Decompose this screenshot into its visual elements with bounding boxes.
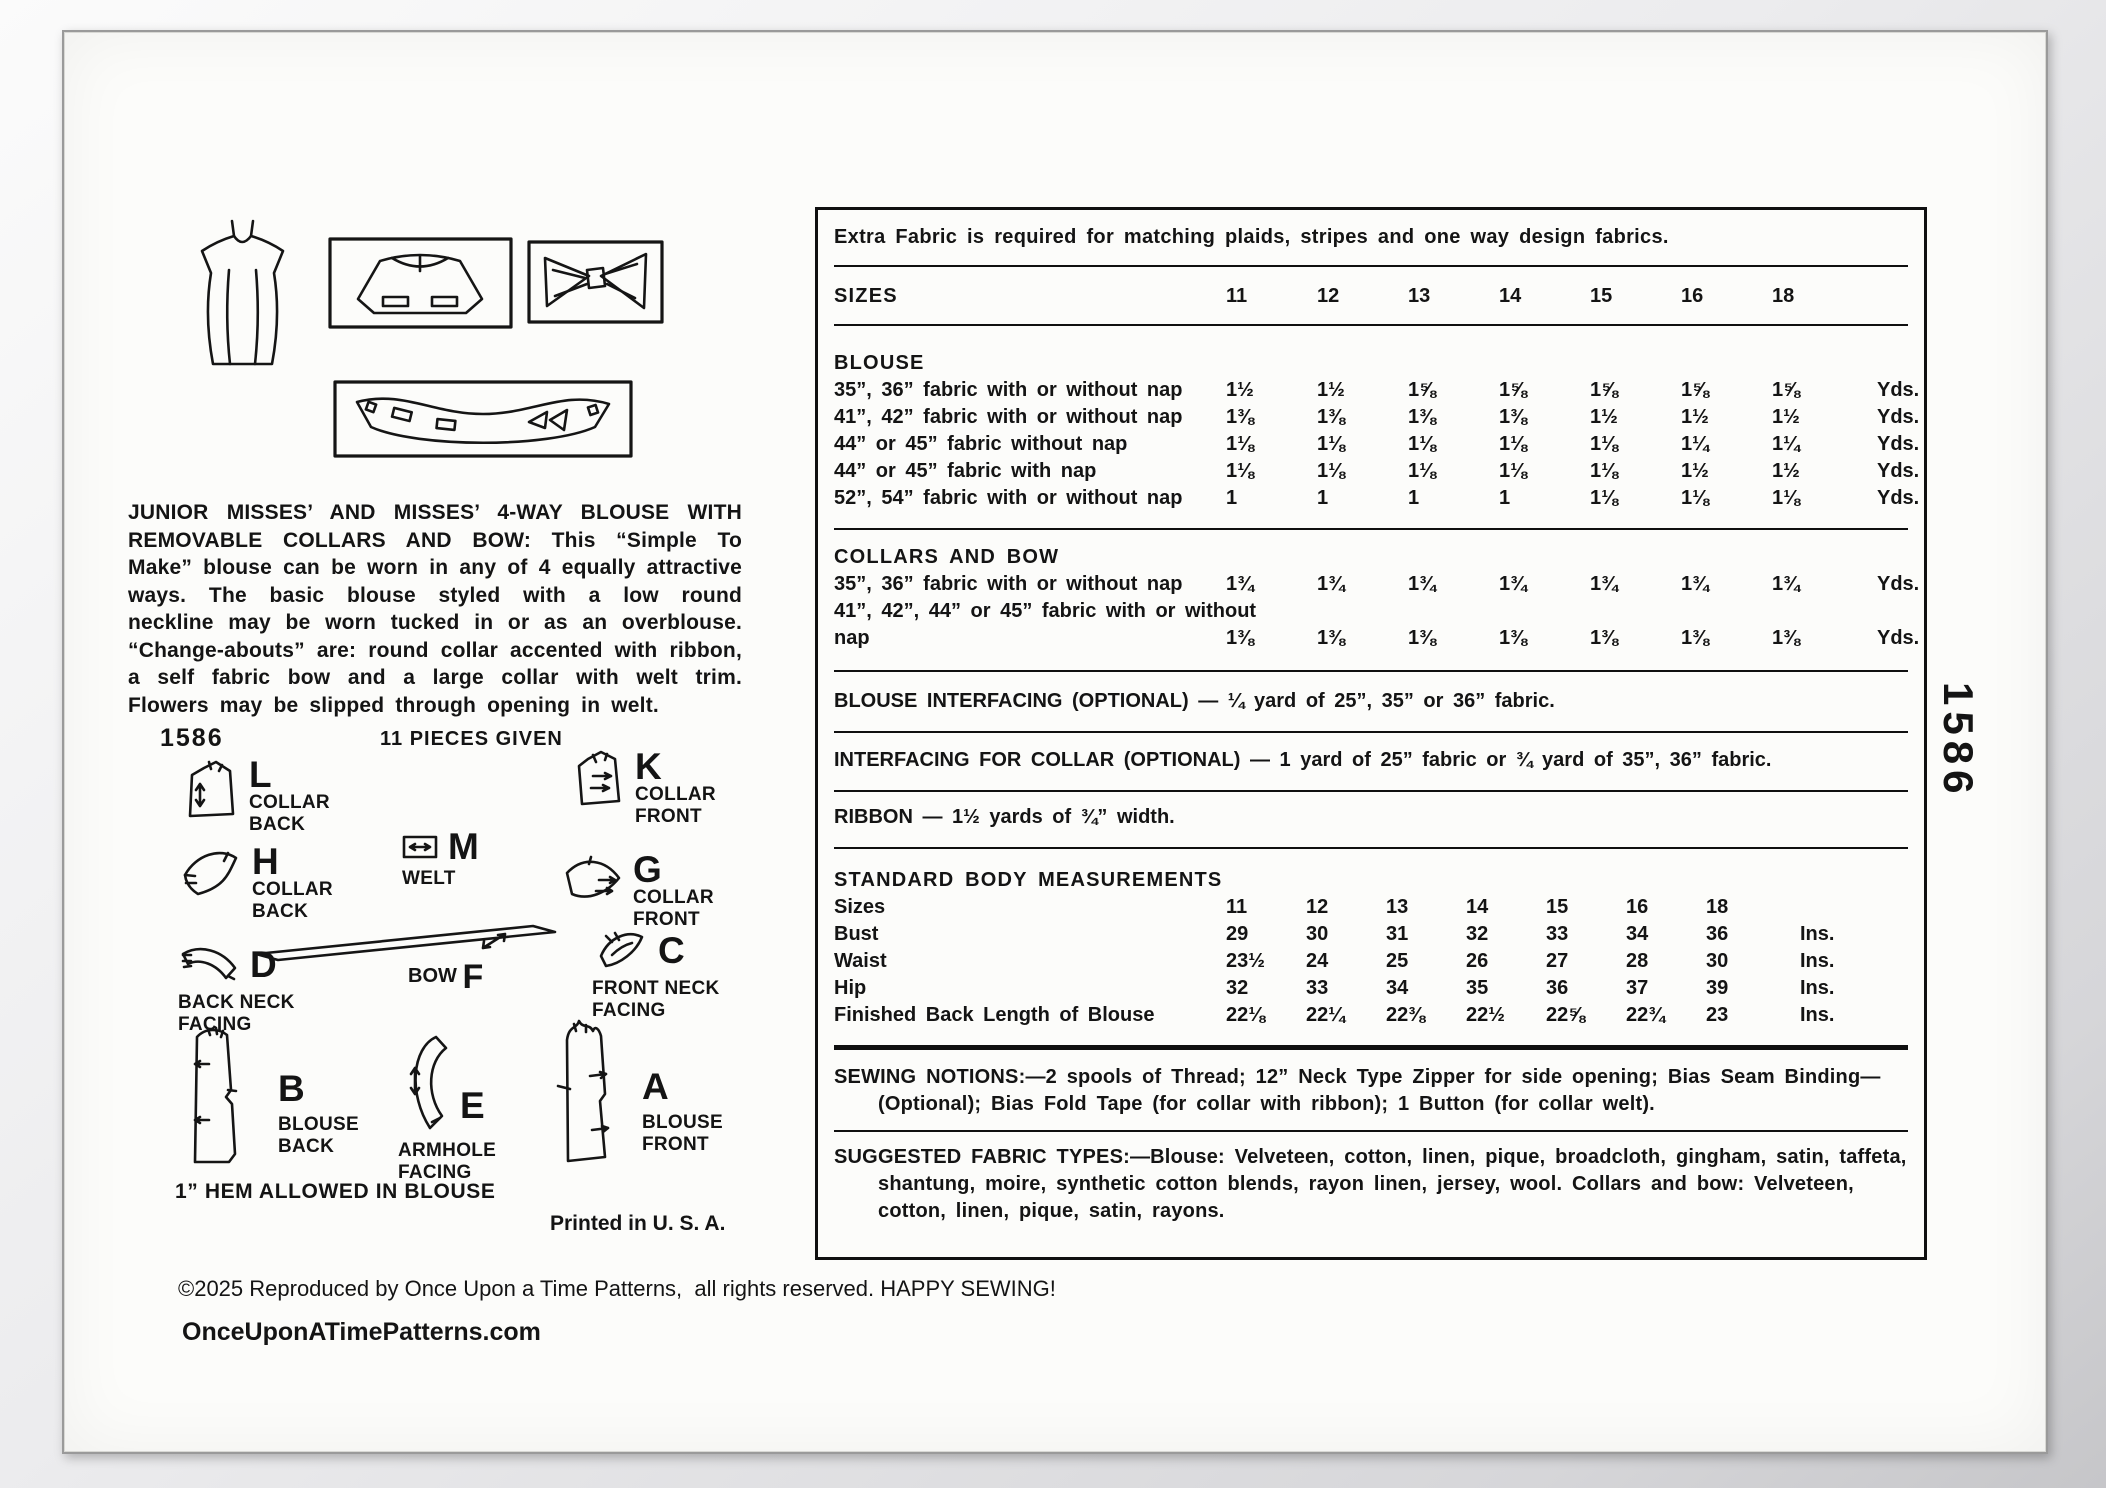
- yardage-value: 1: [1226, 487, 1238, 509]
- measurement-value: 11: [1226, 896, 1248, 918]
- yardage-value: 1¾: [1226, 573, 1254, 595]
- fabric-row-label: nap: [834, 627, 870, 649]
- piece-m-name: WELT: [402, 868, 456, 889]
- piece-h-shape-icon: [178, 845, 242, 903]
- ribbon-note: RIBBON — 1½ yards of ¾” width.: [834, 806, 1175, 828]
- piece-l-letter: L: [249, 754, 272, 795]
- yardage-value: 1⅝: [1499, 379, 1527, 401]
- measurement-value: 25: [1386, 950, 1409, 972]
- piece-l-shape-icon: [185, 758, 239, 820]
- blouse-silhouette-icon: [185, 218, 300, 368]
- piece-l-name: COLLAR BACK: [249, 792, 330, 835]
- yardage-value: 1⅛: [1499, 460, 1527, 482]
- yardage-value: 1: [1499, 487, 1511, 509]
- pattern-description: [128, 499, 742, 719]
- piece-k-name: COLLAR FRONT: [635, 784, 716, 827]
- measurement-value: 23½: [1226, 950, 1265, 972]
- piece-b-name: BLOUSE BACK: [278, 1114, 359, 1157]
- measurement-value: 12: [1306, 896, 1329, 918]
- yardage-value: 1¾: [1681, 573, 1709, 595]
- piece-c-name: FRONT NECK FACING: [592, 978, 720, 1021]
- yardage-value: 1⅛: [1681, 487, 1709, 509]
- unit-label: Yds.: [1877, 406, 1920, 428]
- measurement-value: 32: [1466, 923, 1489, 945]
- measurement-row: [834, 1002, 1908, 1029]
- yardage-value: 1½: [1226, 379, 1254, 401]
- description-body: This “Simple To Make” blouse can be worn in any of 4 equally attractive ways. The basic blouse styled with a low round neckline may be worn tucked in or as an overblouse. “Change-abouts” are: round collar accented with ribbon, a self fabric bow and a large collar with welt trim. Flowers may be slipped through opening in welt.: [128, 528, 743, 717]
- measurement-value: 22⅜: [1386, 1004, 1425, 1026]
- piece-g: [563, 849, 733, 930]
- unit-label: Ins.: [1800, 1004, 1835, 1026]
- piece-f-name: BOW: [408, 965, 457, 987]
- large-collar-icon: [333, 380, 633, 458]
- yardage-value: 1⅛: [1226, 433, 1254, 455]
- yardage-value: 1⅜: [1499, 627, 1527, 649]
- piece-d-letter: D: [250, 944, 277, 985]
- piece-a: [550, 1012, 742, 1167]
- yardage-value: 1¾: [1590, 573, 1618, 595]
- measurement-row: [834, 948, 1908, 975]
- yardage-value: 1⅛: [1408, 460, 1436, 482]
- piece-h: [178, 841, 352, 922]
- measurement-row: [834, 921, 1908, 948]
- unit-label: Yds.: [1877, 460, 1920, 482]
- piece-a-name: BLOUSE FRONT: [642, 1112, 723, 1155]
- piece-m-shape-icon: [402, 834, 438, 860]
- piece-e-name: ARMHOLE FACING: [398, 1140, 497, 1183]
- piece-a-shape-icon: [550, 1012, 616, 1167]
- yardage-value: 1⅛: [1590, 460, 1618, 482]
- yardage-value: 1¾: [1499, 573, 1527, 595]
- yardage-value: 1: [1408, 487, 1420, 509]
- measurement-row-label: Bust: [834, 923, 879, 945]
- yardage-value: 1¾: [1408, 573, 1436, 595]
- divider: [834, 731, 1908, 733]
- yardage-value: 1⅜: [1317, 627, 1345, 649]
- fabric-row: [834, 404, 1920, 431]
- yardage-value: 1⅜: [1317, 406, 1345, 428]
- sizes-label: SIZES: [834, 285, 898, 307]
- measurement-value: 36: [1706, 923, 1729, 945]
- hem-note: 1” HEM ALLOWED IN BLOUSE: [175, 1180, 496, 1203]
- yardage-value: 1⅛: [1590, 433, 1618, 455]
- measurement-value: 30: [1706, 950, 1729, 972]
- fabric-row: [834, 625, 1920, 652]
- yardage-value: 1½: [1317, 379, 1345, 401]
- piece-c: [592, 928, 742, 1021]
- measurement-value: 22½: [1466, 1004, 1505, 1026]
- fabric-row-label: 44” or 45” fabric with nap: [834, 460, 1097, 482]
- piece-b: [182, 1020, 378, 1168]
- yardage-value: 1⅛: [1499, 433, 1527, 455]
- divider: [834, 528, 1908, 530]
- unit-label: Yds.: [1877, 487, 1920, 509]
- divider: [834, 847, 1908, 849]
- measurements-section-header: STANDARD BODY MEASUREMENTS: [834, 869, 1223, 891]
- collar-welts-icon: [328, 237, 513, 329]
- measurement-value: 34: [1626, 923, 1649, 945]
- unit-label: Yds.: [1877, 379, 1920, 401]
- pattern-number-vertical: 1586: [1935, 682, 1982, 800]
- piece-g-shape-icon: [563, 853, 623, 905]
- website-url: OnceUponATimePatterns.com: [182, 1318, 541, 1346]
- printed-in-usa: Printed in U. S. A.: [550, 1212, 726, 1235]
- piece-c-letter: C: [658, 930, 685, 971]
- collars-section-header: COLLARS AND BOW: [834, 546, 1060, 568]
- divider: [834, 1130, 1908, 1132]
- size-col: 15: [1590, 285, 1613, 307]
- pattern-number: 1586: [160, 724, 224, 752]
- sewing-notions: SEWING NOTIONS:—2 spools of Thread; 12” Neck Type Zipper for side opening; Bias Seam Binding—(Optional); Bias Fold Tape (for collar with ribbon); 1 Button (for collar welt).: [834, 1066, 1881, 1115]
- piece-g-letter: G: [633, 849, 662, 890]
- piece-g-name: COLLAR FRONT: [633, 887, 714, 930]
- size-col: 18: [1772, 285, 1795, 307]
- size-col: 16: [1681, 285, 1704, 307]
- piece-m: [402, 826, 479, 890]
- bow-icon: [527, 240, 664, 324]
- fabric-row-label: 44” or 45” fabric without nap: [834, 433, 1128, 455]
- yardage-value: 1⅜: [1226, 406, 1254, 428]
- thick-divider: [834, 1045, 1908, 1050]
- measurement-row: [834, 975, 1908, 1002]
- yardage-value: 1⅜: [1681, 627, 1709, 649]
- unit-label: Ins.: [1800, 977, 1835, 999]
- size-col: 13: [1408, 285, 1431, 307]
- extra-fabric-note: Extra Fabric is required for matching plaids, stripes and one way design fabrics.: [834, 226, 1669, 248]
- divider: [834, 324, 1908, 326]
- measurement-value: 34: [1386, 977, 1409, 999]
- pieces-given-label: 11 PIECES GIVEN: [380, 728, 563, 750]
- yardage-value: 1¾: [1317, 573, 1345, 595]
- unit-label: Ins.: [1800, 950, 1835, 972]
- measurement-value: 15: [1546, 896, 1569, 918]
- yardage-value: 1½: [1772, 406, 1800, 428]
- measurement-value: 22⅝: [1546, 1004, 1585, 1026]
- fabric-row: [834, 458, 1920, 485]
- copyright-line: ©2025 Reproduced by Once Upon a Time Patterns, all rights reserved. HAPPY SEWING!: [178, 1276, 1056, 1301]
- fabric-requirements-table: [815, 207, 1927, 1260]
- yardage-value: 1⅝: [1590, 379, 1618, 401]
- yardage-value: 1⅛: [1226, 460, 1254, 482]
- collar-with-welts-illustration: [328, 237, 513, 329]
- size-col: 12: [1317, 285, 1340, 307]
- measurement-value: 22⅛: [1226, 1004, 1265, 1026]
- description-title: JUNIOR MISSES’ AND MISSES’ 4-WAY BLOUSE WITH REMOVABLE COLLARS AND BOW:: [128, 501, 742, 552]
- fabric-row: [834, 571, 1920, 598]
- piece-d-shape-icon: [178, 942, 240, 988]
- piece-a-letter: A: [642, 1066, 669, 1107]
- yardage-value: 1⅜: [1499, 406, 1527, 428]
- size-col: 11: [1226, 285, 1248, 307]
- measurement-value: 22¼: [1306, 1004, 1345, 1026]
- measurement-value: 35: [1466, 977, 1489, 999]
- blouse-front-illustration: [185, 218, 300, 368]
- piece-f-label: [408, 960, 483, 994]
- measurement-row-label: Sizes: [834, 896, 886, 918]
- yardage-value: 1½: [1590, 406, 1618, 428]
- piece-m-letter: M: [448, 826, 479, 867]
- yardage-value: 1¼: [1772, 433, 1800, 455]
- yardage-value: 1½: [1681, 460, 1709, 482]
- unit-label: Yds.: [1877, 627, 1920, 649]
- fabric-row-label: 41”, 42”, 44” or 45” fabric with or without: [834, 600, 1257, 622]
- measurement-row: [834, 894, 1908, 921]
- yardage-value: 1½: [1681, 406, 1709, 428]
- measurement-row-label: Waist: [834, 950, 887, 972]
- measurement-value: 13: [1386, 896, 1409, 918]
- piece-d-name: BACK NECK FACING: [178, 992, 295, 1035]
- unit-label: Ins.: [1800, 923, 1835, 945]
- divider: [834, 670, 1908, 672]
- yardage-value: 1⅝: [1408, 379, 1436, 401]
- measurement-value: 18: [1706, 896, 1729, 918]
- piece-h-letter: H: [252, 841, 279, 882]
- piece-c-shape-icon: [592, 928, 648, 974]
- piece-e: [398, 1032, 528, 1183]
- large-collar-illustration: [333, 380, 633, 458]
- fabric-row-label: 41”, 42” fabric with or without nap: [834, 406, 1183, 428]
- piece-f-strip: [253, 920, 558, 962]
- measurement-value: 22¾: [1626, 1004, 1665, 1026]
- measurement-value: 16: [1626, 896, 1649, 918]
- measurement-value: 29: [1226, 923, 1249, 945]
- piece-k-letter: K: [635, 746, 662, 787]
- bow-illustration: [527, 240, 664, 324]
- yardage-value: 1⅛: [1590, 487, 1618, 509]
- yardage-value: 1⅛: [1772, 487, 1800, 509]
- fabric-row-label: 35”, 36” fabric with or without nap: [834, 573, 1183, 595]
- fabric-row-label: 52”, 54” fabric with or without nap: [834, 487, 1183, 509]
- piece-b-shape-icon: [182, 1020, 248, 1168]
- yardage-value: 1⅜: [1226, 627, 1254, 649]
- size-col: 14: [1499, 285, 1522, 307]
- piece-f-letter: F: [462, 958, 484, 996]
- measurement-value: 37: [1626, 977, 1649, 999]
- yardage-value: 1⅜: [1772, 627, 1800, 649]
- piece-k-shape-icon: [573, 750, 625, 808]
- yardage-value: 1: [1317, 487, 1329, 509]
- yardage-value: 1⅜: [1408, 627, 1436, 649]
- piece-h-name: COLLAR BACK: [252, 879, 333, 922]
- blouse-interfacing-note: BLOUSE INTERFACING (OPTIONAL) — ¼ yard of 25”, 35” or 36” fabric.: [834, 690, 1555, 712]
- divider: [834, 790, 1908, 792]
- measurement-row-label: Hip: [834, 977, 867, 999]
- measurement-value: 33: [1306, 977, 1329, 999]
- piece-f-shape-icon: [253, 920, 558, 962]
- yardage-value: 1⅝: [1681, 379, 1709, 401]
- piece-b-letter: B: [278, 1068, 305, 1109]
- measurement-value: 24: [1306, 950, 1329, 972]
- yardage-value: 1⅜: [1590, 627, 1618, 649]
- measurement-value: 26: [1466, 950, 1489, 972]
- yardage-value: 1⅝: [1772, 379, 1800, 401]
- piece-e-letter: E: [460, 1085, 485, 1126]
- yardage-value: 1⅛: [1317, 433, 1345, 455]
- yardage-value: 1⅜: [1408, 406, 1436, 428]
- yardage-value: 1⅛: [1408, 433, 1436, 455]
- collar-interfacing-note: INTERFACING FOR COLLAR (OPTIONAL) — 1 yard of 25” fabric or ¾ yard of 35”, 36” fabric.: [834, 749, 1772, 771]
- suggested-fabric-types: SUGGESTED FABRIC TYPES:—Blouse: Velveteen, cotton, linen, pique, broadcloth, gingham, satin, taffeta, shantung, moire, synthetic cotton blends, rayon linen, jersey, wool. Collars and bow: Velveteen, cotton, linen, pique, satin, rayons.: [834, 1146, 1907, 1222]
- fabric-row-label: 35”, 36” fabric with or without nap: [834, 379, 1183, 401]
- measurement-row-label: Finished Back Length of Blouse: [834, 1004, 1155, 1026]
- measurement-value: 39: [1706, 977, 1729, 999]
- measurement-value: 23: [1706, 1004, 1729, 1026]
- measurement-value: 36: [1546, 977, 1569, 999]
- yardage-value: 1¾: [1772, 573, 1800, 595]
- unit-label: Yds.: [1877, 433, 1920, 455]
- piece-e-shape-icon: [398, 1032, 450, 1136]
- unit-label: Yds.: [1877, 573, 1920, 595]
- measurement-value: 32: [1226, 977, 1249, 999]
- divider: [834, 265, 1908, 267]
- yardage-value: 1½: [1772, 460, 1800, 482]
- fabric-row: [834, 377, 1920, 404]
- blouse-section-header: BLOUSE: [834, 352, 925, 374]
- yardage-value: 1¼: [1681, 433, 1709, 455]
- measurement-value: 31: [1386, 923, 1409, 945]
- fabric-row: [834, 431, 1920, 458]
- measurement-value: 30: [1306, 923, 1329, 945]
- yardage-value: 1⅛: [1317, 460, 1345, 482]
- fabric-row: [834, 485, 1920, 512]
- measurement-value: 33: [1546, 923, 1569, 945]
- measurement-value: 28: [1626, 950, 1649, 972]
- measurement-value: 27: [1546, 950, 1569, 972]
- piece-l: [185, 754, 349, 835]
- sizes-header-row: [834, 283, 1908, 310]
- measurement-value: 14: [1466, 896, 1489, 918]
- piece-k: [573, 746, 735, 827]
